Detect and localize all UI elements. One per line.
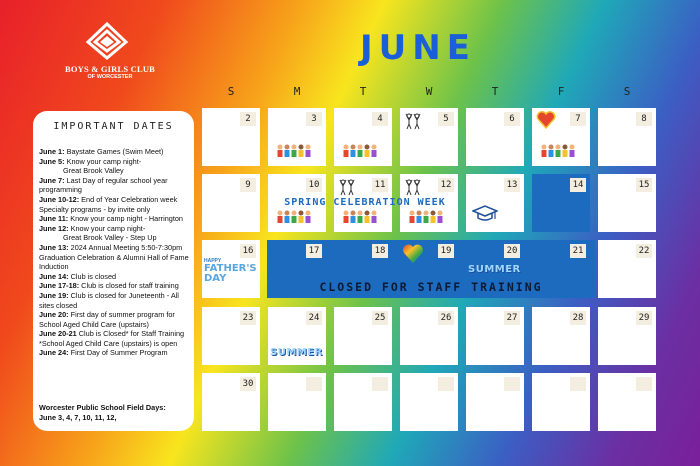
field-days-title: Worcester Public School Field Days: <box>39 403 166 412</box>
day-cell-2[interactable]: 2 <box>202 108 260 166</box>
day-cell-12[interactable]: 12 <box>400 174 458 232</box>
day-cell-empty <box>334 373 392 431</box>
kids-icon <box>276 144 312 158</box>
list-item: June 12: Know your camp night- Great Brook Valley - Step Up <box>39 223 157 243</box>
important-dates-panel <box>33 111 194 431</box>
org-sub: OF WORCESTER <box>87 74 133 80</box>
kids-icon <box>342 144 378 158</box>
spring-celebration-banner: SPRING CELEBRATION WEEK <box>284 197 446 208</box>
day-cell-13[interactable]: 13 <box>466 174 524 232</box>
day-cell-29[interactable]: 29 <box>598 307 656 365</box>
kids-icon <box>408 210 444 224</box>
list-item: June 13: 2024 Annual Meeting 5:50-7:30pm Graduation Celebration & Alumni Hall of Fame Induction <box>39 242 189 272</box>
weekday-sun: S <box>227 85 235 98</box>
field-days-list: June 3, 4, 7, 10, 11, 12, <box>39 412 117 422</box>
heart-icon <box>536 111 556 129</box>
list-item: June 1: Baystate Games (Swim Meet) <box>39 147 164 156</box>
list-item: June 17-18: Club is closed for staff training <box>39 281 179 291</box>
summer-label: SUMMER <box>468 264 521 275</box>
day-cell-10[interactable]: 10 <box>268 174 326 232</box>
weekday-fri: F <box>557 85 565 98</box>
month-title: JUNE <box>360 28 476 68</box>
panel-heading: IMPORTANT DATES <box>53 121 174 132</box>
day-cell-empty <box>466 373 524 431</box>
list-item: June 19: Club is closed for Juneteenth - All sites closed <box>39 290 179 310</box>
day-cell-16[interactable]: 16 <box>202 240 260 298</box>
day-cell-18[interactable]: 18 <box>334 240 392 298</box>
day-cell-28[interactable]: 28 <box>532 307 590 365</box>
day-cell-20[interactable]: 20 <box>466 240 524 298</box>
weekday-sat: S <box>623 85 631 98</box>
people-celebrating-icon <box>404 178 422 196</box>
rainbow-heart-icon <box>402 244 424 264</box>
day-cell-27[interactable]: 27 <box>466 307 524 365</box>
people-celebrating-icon <box>338 178 356 196</box>
day-cell-15[interactable]: 15 <box>598 174 656 232</box>
day-cell-5[interactable]: 5 <box>400 108 458 166</box>
weekday-wed: W <box>425 85 433 98</box>
list-item: June 24: First Day of Summer Program <box>39 348 168 358</box>
weekday-mon: M <box>293 85 301 98</box>
closed-banner: CLOSED FOR STAFF TRAINING <box>319 280 543 294</box>
day-cell-empty <box>532 373 590 431</box>
list-item: June 10-12: End of Year Celebration week Specialty programs - by invite only <box>39 194 178 214</box>
kids-icon <box>276 210 312 224</box>
people-celebrating-icon <box>404 112 422 130</box>
list-item: June 11: Know your camp night - Harrington <box>39 214 183 224</box>
day-cell-8[interactable]: 8 <box>598 108 656 166</box>
weekday-thu: T <box>491 85 499 98</box>
day-cell-23[interactable]: 23 <box>202 307 260 365</box>
list-item: June 20-21 Club is Closed* for Staff Training *School Aged Child Care (upstairs) is open <box>39 329 185 348</box>
org-name: BOYS & GIRLS CLUB <box>64 64 156 74</box>
day-cell-19[interactable]: 19 <box>400 240 458 298</box>
day-cell-14[interactable]: 14 <box>532 174 590 232</box>
list-item: June 7: Last Day of regular school year programming <box>39 175 168 195</box>
weekday-tue: T <box>359 85 367 98</box>
day-cell-9[interactable]: 9 <box>202 174 260 232</box>
list-item: June 5: Know your camp night- Great Brook Valley <box>39 156 142 176</box>
logo-hands-icon <box>80 20 134 60</box>
graduation-cap-icon <box>472 204 498 224</box>
day-cell-4[interactable]: 4 <box>334 108 392 166</box>
day-cell-empty <box>598 373 656 431</box>
summer-label: SUMMER <box>270 347 323 358</box>
list-item: June 20: First day of summer program for School Aged Child Care (upstairs) <box>39 310 175 329</box>
list-item: June 14: Club is closed <box>39 271 117 281</box>
day-cell-30[interactable]: 30 <box>202 373 260 431</box>
day-cell-17[interactable]: 17 <box>268 240 326 298</box>
day-cell-11[interactable]: 11 <box>334 174 392 232</box>
day-cell-6[interactable]: 6 <box>466 108 524 166</box>
day-cell-26[interactable]: 26 <box>400 307 458 365</box>
dates-list <box>39 147 194 358</box>
day-cell-7[interactable]: 7 <box>532 108 590 166</box>
fathers-day-label: HAPPY FATHER'S DAY <box>204 258 257 284</box>
day-cell-empty <box>268 373 326 431</box>
kids-icon <box>540 144 576 158</box>
day-cell-24[interactable]: 24 SUMMER <box>268 307 326 365</box>
day-cell-3[interactable]: 3 <box>268 108 326 166</box>
day-cell-empty <box>400 373 458 431</box>
day-cell-21[interactable]: 21 <box>532 240 590 298</box>
kids-icon <box>342 210 378 224</box>
field-days <box>39 403 189 422</box>
day-cell-22[interactable]: 22 <box>598 240 656 298</box>
day-cell-25[interactable]: 25 <box>334 307 392 365</box>
org-logo <box>50 20 170 80</box>
